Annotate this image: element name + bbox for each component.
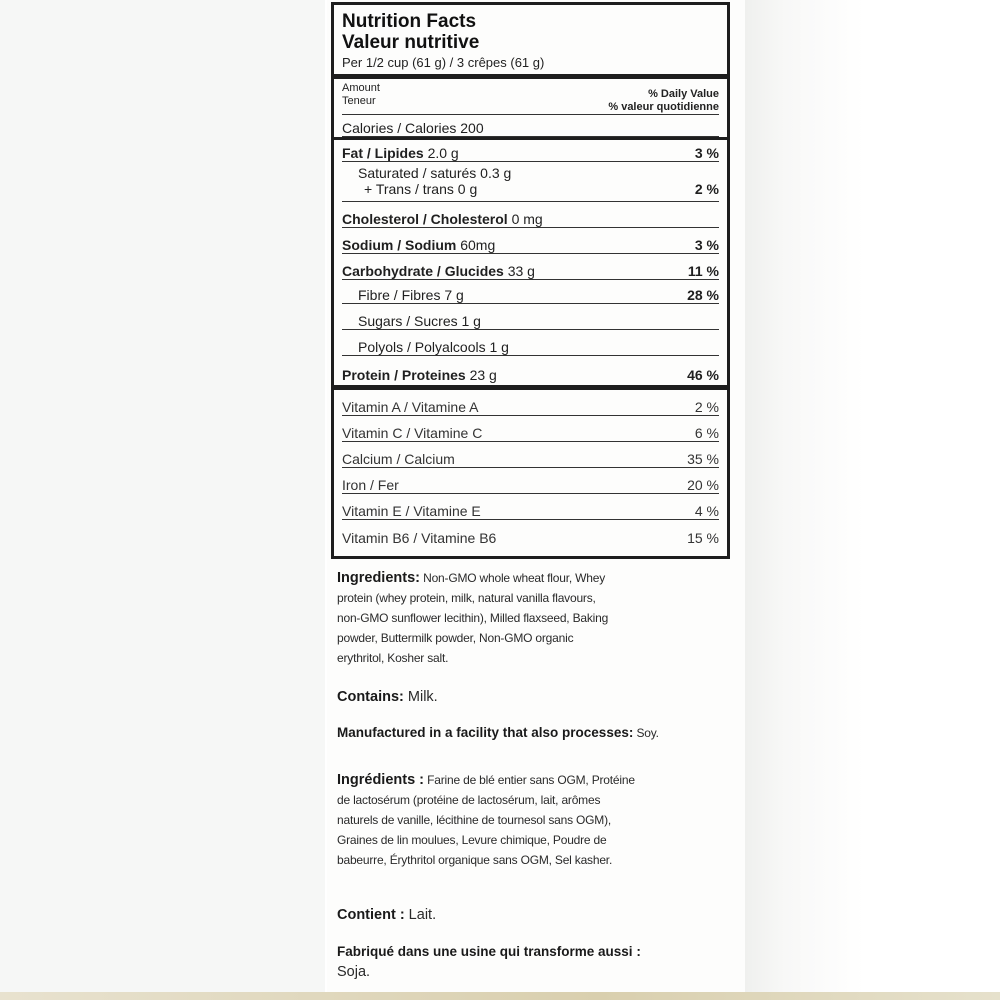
ingredients-fr-label: Ingrédients : xyxy=(337,772,425,788)
vitamin-name: Vitamin B6 / Vitamine B6 xyxy=(342,530,497,546)
amount-label-en: Amount xyxy=(342,82,380,94)
ingredients-en-label: Ingredients: xyxy=(337,570,420,586)
sugars-row xyxy=(342,304,719,330)
polyols-text: Polyols / Polyalcools 1 g xyxy=(358,339,509,355)
ingredients-en-line: erythritol, Kosher salt. xyxy=(337,651,449,665)
vitamin-row xyxy=(342,442,719,468)
cholesterol-amount: 0 mg xyxy=(507,211,543,227)
ingredients-en-line: protein (whey protein, milk, natural vanilla flavours, xyxy=(337,591,596,605)
ingredients-fr-line: babeurre, Érythritol organique sans OGM, Sel kasher. xyxy=(337,853,613,867)
vitamin-name: Vitamin A / Vitamine A xyxy=(342,399,479,415)
facility-fr xyxy=(337,942,737,982)
contains-fr-value: Lait. xyxy=(404,907,437,923)
vitamin-name: Vitamin E / Vitamine E xyxy=(342,503,481,519)
nutrition-title-fr: Valeur nutritive xyxy=(342,32,480,53)
vitamin-pct: 15 % xyxy=(687,530,719,546)
fibre-row xyxy=(342,280,719,304)
fat-label: Fat / Lipides xyxy=(342,145,424,161)
left-background xyxy=(0,0,325,1000)
vitamin-pct: 2 % xyxy=(694,399,719,415)
vitamin-row xyxy=(342,468,719,494)
fat-amount: 2.0 g xyxy=(423,145,459,161)
vitamin-row xyxy=(342,390,719,416)
sat-trans-pct: 2 % xyxy=(694,181,719,197)
facility-en xyxy=(337,723,737,743)
ingredients-fr-line: Farine de blé entier sans OGM, Protéine xyxy=(424,773,635,787)
contains-fr-label: Contient : xyxy=(337,907,405,923)
facility-en-value: Soy. xyxy=(633,726,659,740)
protein-label: Protein / Proteines xyxy=(342,367,466,383)
ingredients-fr xyxy=(337,770,737,870)
vitamin-name: Vitamin C / Vitamine C xyxy=(342,425,483,441)
trans-text: + Trans / trans 0 g xyxy=(364,181,478,197)
protein-amount: 23 g xyxy=(465,367,497,383)
polyols-row xyxy=(342,330,719,356)
vitamin-pct: 35 % xyxy=(687,451,719,467)
fat-pct: 3 % xyxy=(694,145,719,161)
nutrition-facts-table xyxy=(331,2,730,559)
fibre-text: Fibre / Fibres 7 g xyxy=(358,287,464,303)
facility-fr-label: Fabriqué dans une usine qui transforme aussi : xyxy=(337,944,641,959)
amount-label-fr: Teneur xyxy=(342,95,376,107)
vitamin-pct: 6 % xyxy=(694,425,719,441)
sodium-amount: 60mg xyxy=(456,237,496,253)
ingredients-fr-line: de lactosérum (protéine de lactosérum, lait, arômes xyxy=(337,793,601,807)
right-background xyxy=(745,0,1000,1000)
vitamin-row xyxy=(342,416,719,442)
ingredients-en xyxy=(337,568,737,668)
facility-fr-value: Soja. xyxy=(337,964,371,980)
carbohydrate-row xyxy=(342,254,719,280)
serving-size: Per 1/2 cup (61 g) / 3 crêpes (61 g) xyxy=(342,55,545,70)
protein-row xyxy=(342,356,719,383)
saturated-trans-row xyxy=(342,162,719,202)
contains-en xyxy=(337,687,737,707)
fibre-pct: 28 % xyxy=(687,287,719,303)
ingredients-en-line: non-GMO sunflower lecithin), Milled flaxseed, Baking xyxy=(337,611,609,625)
contains-en-label: Contains: xyxy=(337,689,404,705)
ingredients-fr-line: Graines de lin moulues, Levure chimique, Poudre de xyxy=(337,833,607,847)
vitamin-pct: 20 % xyxy=(687,477,719,493)
vitamin-name: Calcium / Calcium xyxy=(342,451,455,467)
sodium-row xyxy=(342,228,719,254)
ingredients-fr-line: naturels de vanille, lécithine de tournesol sans OGM), xyxy=(337,813,612,827)
carbohydrate-pct: 11 % xyxy=(687,263,719,279)
daily-value-fr: % valeur quotidienne xyxy=(608,101,719,113)
contains-en-value: Milk. xyxy=(403,689,438,705)
fat-row xyxy=(342,140,719,162)
nutrition-title-en: Nutrition Facts xyxy=(342,11,477,32)
carbohydrate-label: Carbohydrate / Glucides xyxy=(342,263,504,279)
facility-en-label: Manufactured in a facility that also processes: xyxy=(337,725,634,740)
sugars-text: Sugars / Sucres 1 g xyxy=(358,313,481,329)
vitamin-pct: 4 % xyxy=(694,503,719,519)
cholesterol-label: Cholesterol / Cholesterol xyxy=(342,211,508,227)
bottom-edge xyxy=(0,992,1000,1000)
ingredients-en-line: powder, Buttermilk powder, Non-GMO organic xyxy=(337,631,574,645)
ingredients-en-line: Non-GMO whole wheat flour, Whey xyxy=(419,571,605,585)
sodium-pct: 3 % xyxy=(694,237,719,253)
saturated-text: Saturated / saturés 0.3 g xyxy=(358,165,512,181)
cholesterol-row xyxy=(342,202,719,228)
vitamin-row xyxy=(342,520,719,546)
protein-pct: 46 % xyxy=(687,367,719,383)
daily-value-en: % Daily Value xyxy=(648,88,719,100)
amount-header xyxy=(342,79,719,115)
calories-row xyxy=(342,115,719,137)
calories-text: Calories / Calories 200 xyxy=(342,120,484,136)
contains-fr xyxy=(337,905,737,925)
vitamin-row xyxy=(342,494,719,520)
sodium-label: Sodium / Sodium xyxy=(342,237,457,253)
carbohydrate-amount: 33 g xyxy=(503,263,535,279)
vitamin-name: Iron / Fer xyxy=(342,477,399,493)
